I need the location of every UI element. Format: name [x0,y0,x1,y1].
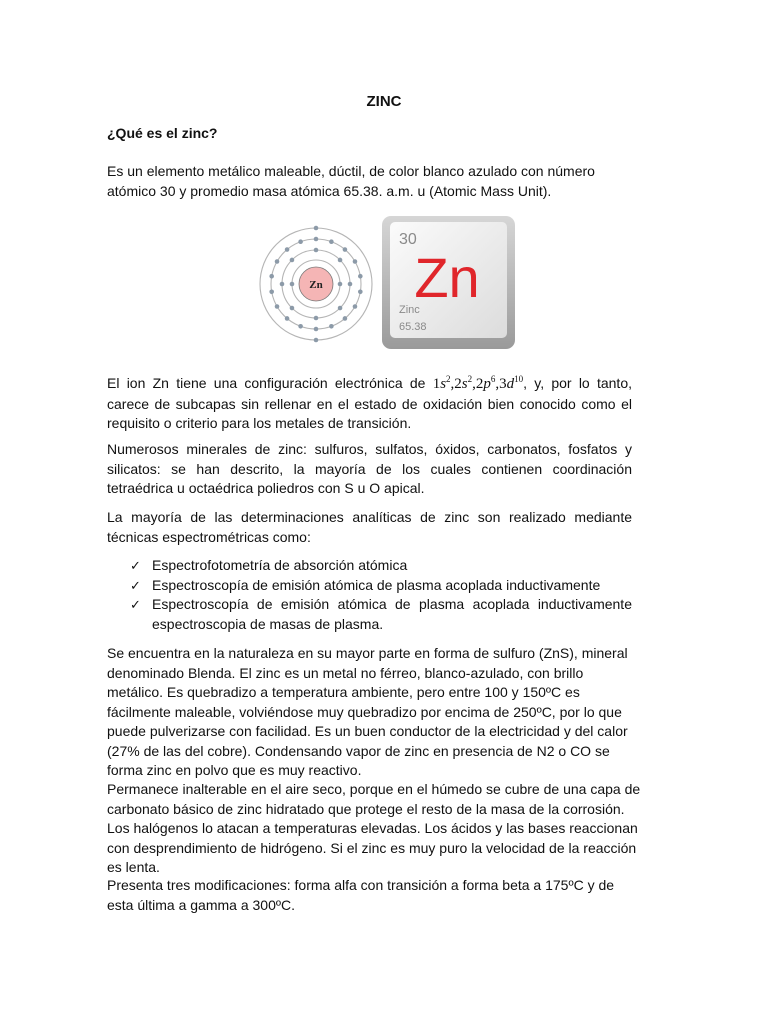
electron [298,239,303,244]
electron [314,327,319,332]
section-heading: ¿Qué es el zinc? [107,125,218,141]
electron [343,316,348,321]
checkmark-icon: ✓ [130,558,141,573]
electron [358,274,363,279]
formula-orbital: p [483,376,491,392]
electron [269,274,274,279]
intro-paragraph: Es un elemento metálico maleable, dúctil, de color blanco azulado con número atómico 30 y promedio masa atómica 65.38. a.m. u (Atomic Mass Unit). [107,163,595,199]
electron-configuration: $1s^2,2s^2,2p^6,3d^{10}$ [432,374,524,392]
formula-coefficient: 2 [475,376,484,392]
element-tile [381,215,516,350]
formula-orbital: d [506,376,515,392]
element-symbol: Zn [414,246,480,309]
electron [275,304,280,309]
electron [285,316,290,321]
electron [314,248,319,253]
list-item-text: Espectrofotometría de absorción atómica [152,557,408,573]
techniques-list [130,556,632,634]
electron [329,239,334,244]
electron [314,226,319,231]
ion-text-after: , y, por lo tanto, carece de subcapas sin rellenar en el estado de oxidación bien conocido como el requisito o criterio para los metales de transición. [107,375,632,431]
formula-exponent: 2 [467,374,473,384]
formula-coefficient: 1 [432,376,441,392]
bohr-atom-diagram [258,224,374,344]
formula-exponent: 2 [446,374,451,384]
checkmark-icon: ✓ [130,597,141,612]
formula-orbital: s [440,376,447,392]
electron [298,324,303,329]
electron [285,247,290,252]
list-item [130,595,632,634]
ion-text-before: El ion Zn tiene una configuración electrónica de [107,375,433,391]
electron [290,306,295,311]
list-item [130,576,632,596]
electron [275,259,280,264]
page-title: ZINC [366,93,402,110]
formula-exponent: 6 [490,374,496,384]
formula-exponent: 10 [514,374,524,384]
electron [290,282,295,287]
permanence-paragraph: Permanece inalterable en el aire seco, porque en el húmedo se cubre de una capa de carbonato básico de zinc hidratado que protege el resto de la masa de la corrosión. Los halógenos lo atacan a temperaturas elevadas. Los ácidos y las bases reaccionan con desprendimiento de hidrógeno. Si el zinc es muy puro la velocidad de la reacción es lenta. [107,781,641,875]
electron [314,338,319,343]
electron [358,290,363,295]
electron [343,247,348,252]
modifications-paragraph: Presenta tres modificaciones: forma alfa con transición a forma beta a 175ºC y de esta última a gamma a 300ºC. [107,877,615,913]
list-item [130,556,632,576]
electron [290,258,295,263]
list-item-text: Espectroscopía de emisión atómica de plasma acoplada inductivamente espectroscopia de masas de plasma. [152,596,632,632]
determinations-paragraph: La mayoría de las determinaciones analíticas de zinc son realizado mediante técnicas espectrométricas como: [107,509,632,545]
electron [269,290,274,295]
atomic-mass: 65.38 [399,321,427,333]
nature-paragraph: Se encuentra en la naturaleza en su mayor parte en forma de sulfuro (ZnS), mineral denominado Blenda. El zinc es un metal no férreo, blanco-azulado, con brillo metálico. Es quebradizo a temperatura ambiente, pero entre 100 y 150ºC es fácilmente maleable, volviéndose muy quebradizo por encima de 250ºC, por lo que puede pulverizarse con facilidad. Es un buen conductor de la electricidad y del calor (27% de las del cobre). Condensando vapor de zinc en presencia de N2 o CO se forma zinc en polvo que es muy reactivo. [107,645,628,778]
nucleus-label: Zn [309,279,323,291]
atomic-number: 30 [399,231,417,248]
electron [329,324,334,329]
electron [314,316,319,321]
formula-coefficient: 3 [499,376,507,392]
element-name: Zinc [399,304,420,316]
electron [338,258,343,263]
checkmark-icon: ✓ [130,577,141,593]
electron [338,306,343,311]
list-item-text: Espectroscopía de emisión atómica de plasma acoplada inductivamente [152,576,601,593]
electron [314,237,319,242]
electron [348,282,353,287]
electron [280,282,285,287]
electron [353,304,358,309]
ion-paragraph [107,370,632,434]
electron [338,282,343,287]
minerals-paragraph: Numerosos minerales de zinc: sulfuros, sulfatos, óxidos, carbonatos, fosfatos y silicatos: se han descrito, la mayoría de los cuales contienen coordinación tetraédrica u octaédrica poliedros con S u O apical. [107,441,632,496]
formula-orbital: s [461,376,468,392]
electron [353,259,358,264]
formula-coefficient: 2 [454,376,462,392]
